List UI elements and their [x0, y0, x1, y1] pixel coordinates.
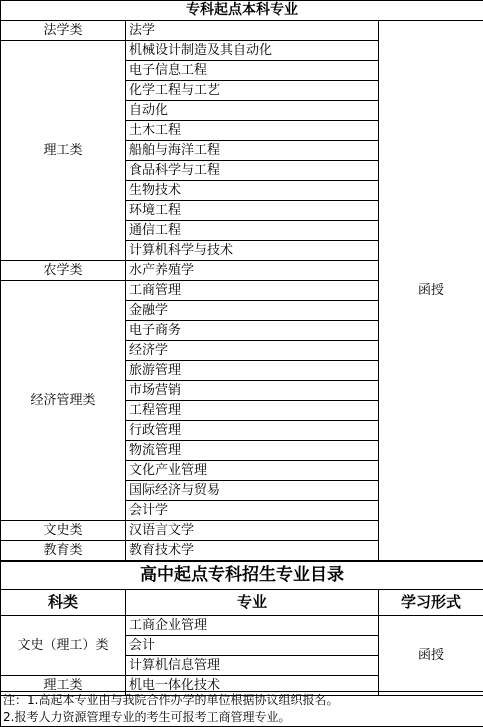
section-title: 高中起点专科招生专业目录	[1, 562, 483, 590]
category-cell: 经济管理类	[1, 281, 126, 521]
category-cell: 理工类	[1, 676, 126, 696]
major-cell: 计算机科学与技术	[126, 241, 379, 261]
major-cell: 机电一体化技术	[126, 676, 379, 696]
category-cell: 法学类	[1, 21, 126, 41]
header-form: 学习形式	[379, 590, 483, 616]
category-cell: 文史类	[1, 521, 126, 541]
notes-cell	[1, 692, 483, 727]
major-cell: 生物技术	[126, 181, 379, 201]
category-cell: 教育类	[1, 541, 126, 561]
section-title-row	[1, 1, 483, 21]
major-cell: 电子商务	[126, 321, 379, 341]
major-cell: 食品科学与工程	[126, 161, 379, 181]
major-cell: 行政管理	[126, 421, 379, 441]
major-cell: 电子信息工程	[126, 61, 379, 81]
table-row	[1, 21, 483, 41]
major-cell: 经济学	[126, 341, 379, 361]
notes-table	[0, 691, 483, 727]
major-cell: 水产养殖学	[126, 261, 379, 281]
highschool-majors-table	[0, 561, 483, 696]
major-cell: 计算机信息管理	[126, 656, 379, 676]
major-cell: 汉语言文学	[126, 521, 379, 541]
note-line: 2.报考人力资源管理专业的考生可报考工商管理专业。	[3, 710, 291, 724]
study-form-cell: 函授	[379, 21, 483, 561]
category-cell: 理工类	[1, 41, 126, 261]
major-cell: 旅游管理	[126, 361, 379, 381]
note-line: 注：1.高起本专业由与我院合作办学的单位根据协议组织报名。	[3, 693, 339, 707]
header-major: 专业	[126, 590, 379, 616]
major-cell: 教育技术学	[126, 541, 379, 561]
major-cell: 金融学	[126, 301, 379, 321]
major-cell: 工商管理	[126, 281, 379, 301]
major-cell: 会计	[126, 636, 379, 656]
major-cell: 工商企业管理	[126, 616, 379, 636]
major-cell: 船舶与海洋工程	[126, 141, 379, 161]
major-cell: 通信工程	[126, 221, 379, 241]
major-cell: 环境工程	[126, 201, 379, 221]
major-cell: 会计学	[126, 501, 379, 521]
major-cell: 机械设计制造及其自动化	[126, 41, 379, 61]
category-cell: 文史（理工）类	[1, 616, 126, 676]
major-cell: 自动化	[126, 101, 379, 121]
major-cell: 文化产业管理	[126, 461, 379, 481]
major-cell: 法学	[126, 21, 379, 41]
header-row	[1, 590, 483, 616]
major-cell: 市场营销	[126, 381, 379, 401]
section-title-row	[1, 562, 483, 590]
major-cell: 土木工程	[126, 121, 379, 141]
major-cell: 物流管理	[126, 441, 379, 461]
study-form-cell: 函授	[379, 616, 483, 696]
table-row	[1, 616, 483, 636]
major-cell: 国际经济与贸易	[126, 481, 379, 501]
header-category: 科类	[1, 590, 126, 616]
notes-row	[1, 692, 483, 727]
major-cell: 化学工程与工艺	[126, 81, 379, 101]
category-cell: 农学类	[1, 261, 126, 281]
section-title: 专科起点本科专业	[1, 1, 483, 21]
major-cell: 工程管理	[126, 401, 379, 421]
